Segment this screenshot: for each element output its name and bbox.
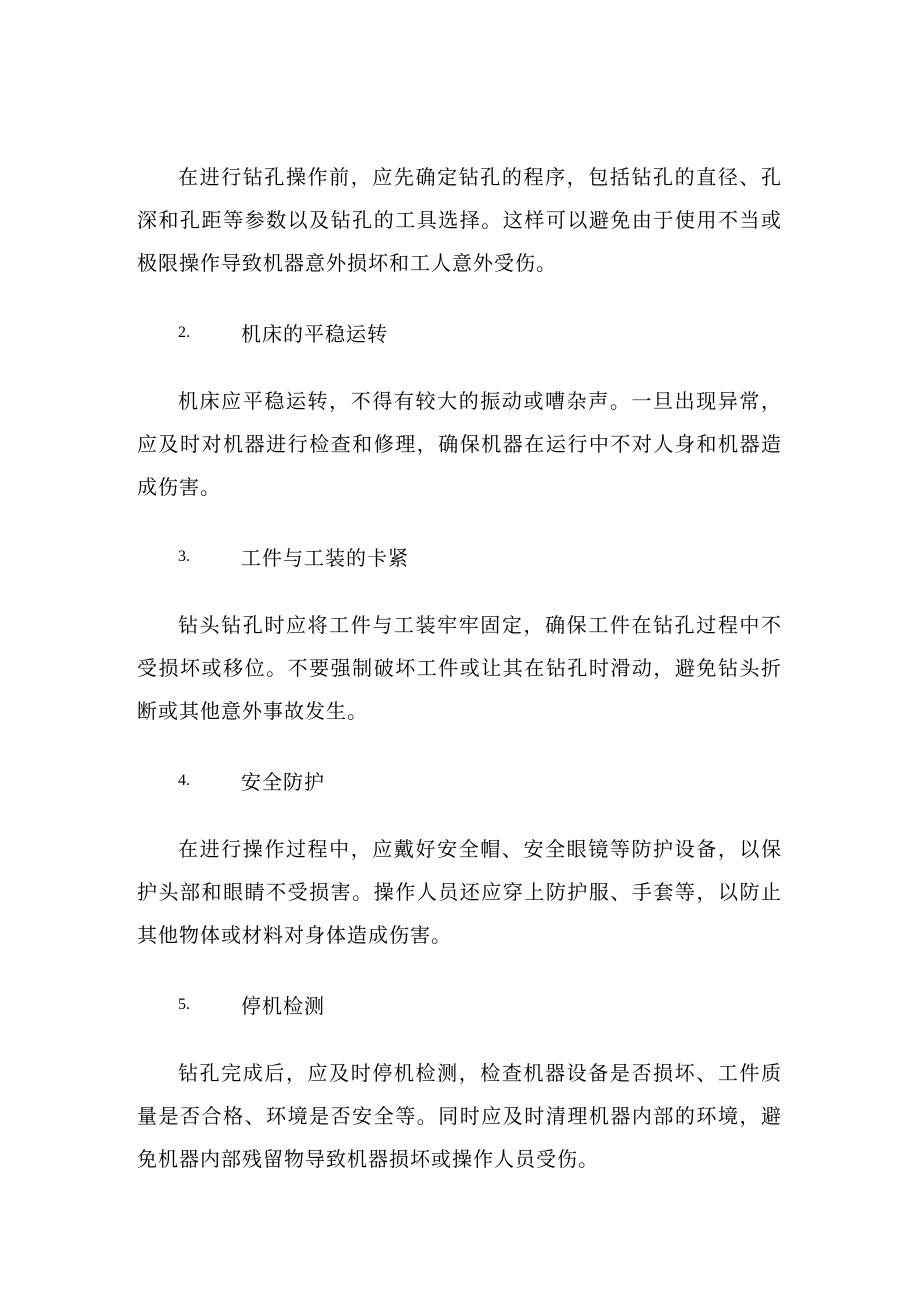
section-number: 3. xyxy=(178,547,190,565)
section-title: 停机检测 xyxy=(241,994,325,1018)
section-number: 2. xyxy=(178,323,190,341)
section-title: 机床的平稳运转 xyxy=(241,322,388,346)
section-body-3: 钻头钻孔时应将工件与工装牢牢固定，确保工件在钻孔过程中不受损坏或移位。不要强制破坏工件或让其在钻孔时滑动，避免钻头折断或其他意外事故发生。 xyxy=(137,613,782,723)
section-number: 5. xyxy=(178,995,190,1013)
section-heading-5 xyxy=(137,983,782,1026)
section-title: 工件与工装的卡紧 xyxy=(241,546,409,570)
section-body-4: 在进行操作过程中，应戴好安全帽、安全眼镜等防护设备，以保护头部和眼睛不受损害。操作人员还应穿上防护服、手套等，以防止其他物体或材料对身体造成伤害。 xyxy=(137,837,782,947)
section-body-2: 机床应平稳运转，不得有较大的振动或嘈杂声。一旦出现异常，应及时对机器进行检查和修理，确保机器在运行中不对人身和机器造成伤害。 xyxy=(137,389,782,499)
section-heading-3 xyxy=(137,535,782,578)
document-body xyxy=(137,156,782,1181)
section-heading-2 xyxy=(137,311,782,354)
section-body-5: 钻孔完成后，应及时停机检测，检查机器设备是否损坏、工件质量是否合格、环境是否安全等。同时应及时清理机器内部的环境，避免机器内部残留物导致机器损坏或操作人员受伤。 xyxy=(137,1061,782,1171)
section-title: 安全防护 xyxy=(241,770,325,794)
section-heading-4 xyxy=(137,759,782,802)
intro-paragraph: 在进行钻孔操作前，应先确定钻孔的程序，包括钻孔的直径、孔深和孔距等参数以及钻孔的工具选择。这样可以避免由于使用不当或极限操作导致机器意外损坏和工人意外受伤。 xyxy=(137,165,782,275)
section-number: 4. xyxy=(178,771,190,789)
